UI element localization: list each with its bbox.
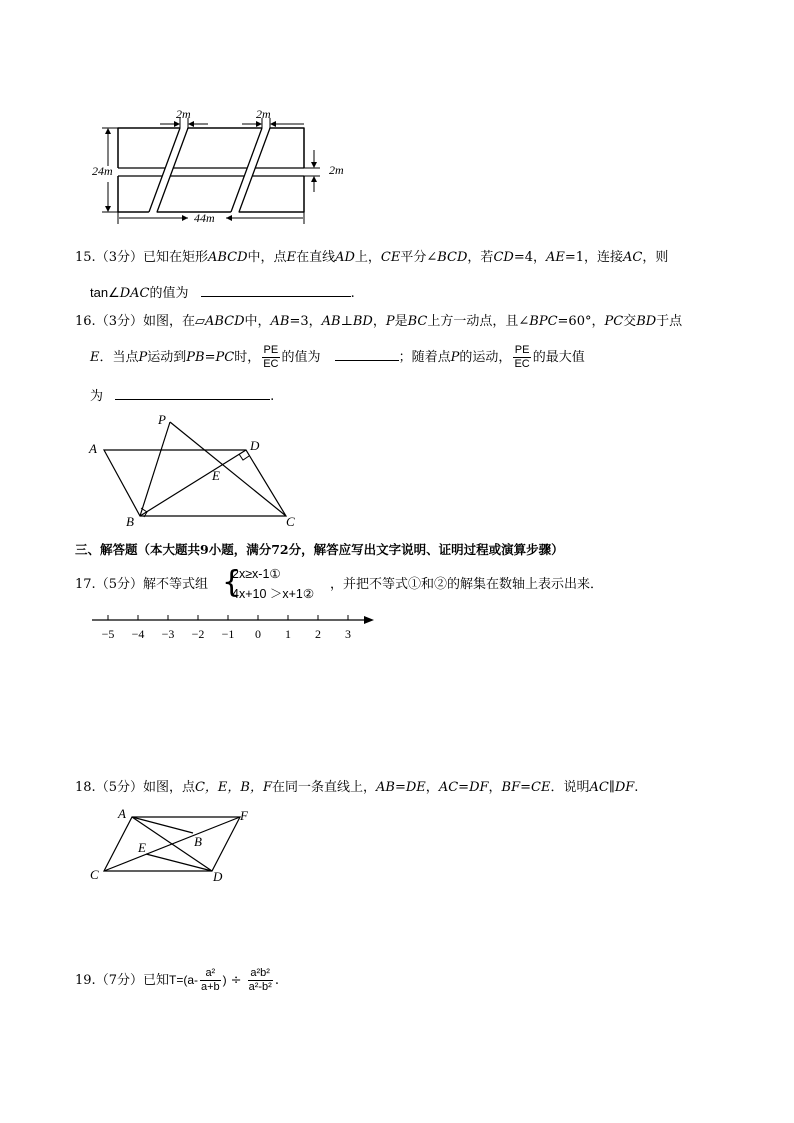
tick-label: −1 bbox=[221, 627, 235, 641]
point-C: C bbox=[286, 514, 295, 529]
tick-label: 0 bbox=[255, 627, 261, 641]
fraction-1: $\frac{\text{a²}}{a+b}$ bbox=[201, 967, 220, 993]
question-17-prefix: 17.（5分）解不等式组 bbox=[75, 577, 208, 592]
parallelogram-figure bbox=[86, 410, 306, 532]
answer-blank-16b[interactable] bbox=[115, 385, 270, 400]
label-road-width: 2m bbox=[329, 163, 344, 177]
tick-label: 3 bbox=[345, 627, 351, 641]
question-16-line2: E．当点P运动到PB=PC时， $\frac{PE}{EC}$ 的值为 ；随着点P的运动， $\frac{PE}{EC}$ 的最大值 bbox=[90, 344, 585, 370]
brace: { bbox=[222, 565, 242, 600]
tick-label: −5 bbox=[101, 627, 115, 641]
road-diagram bbox=[88, 106, 368, 230]
point-P: P bbox=[158, 412, 166, 427]
label-top-left: 2m bbox=[176, 107, 191, 121]
inequality-1: 2x≥x-1① bbox=[232, 567, 281, 581]
tick-label: −3 bbox=[161, 627, 175, 641]
point-E: E bbox=[212, 468, 220, 483]
tick-label: 2 bbox=[315, 627, 321, 641]
point-F: F bbox=[240, 808, 248, 823]
section-header: 三、解答题（本大题共9小题，满分72分，解答应写出文字说明、证明过程或演算步骤） bbox=[75, 542, 564, 557]
number-line bbox=[88, 610, 388, 646]
answer-blank-16a[interactable] bbox=[335, 346, 399, 361]
question-16-line3: 为 . bbox=[90, 385, 274, 406]
question-17-suffix: ，并把不等式①和②的解集在数轴上表示出来． bbox=[330, 577, 604, 592]
point-E: E bbox=[138, 840, 146, 855]
label-height: 24m bbox=[92, 164, 113, 178]
question-16: 16.（3分）如图，在▱ABCD中，AB=3，AB⊥BD，P是BC上方一动点，且∠BPC=60°，PC交BD于点 bbox=[75, 314, 683, 329]
question-15-line2: tan∠DAC的值为 . bbox=[90, 282, 355, 303]
question-18: 18.（5分）如图，点C，E，B，F在同一条直线上，AB=DE，AC=DF，BF=CE．说明AC∥DF. bbox=[75, 780, 639, 795]
tick-label: −4 bbox=[131, 627, 145, 641]
point-B: B bbox=[194, 834, 202, 849]
point-A: A bbox=[89, 441, 97, 456]
question-19: 19.（7分）已知T=(a- $\frac{\text{a²}}{a+b}$ ) ÷ $\frac{\text{a²b²}}{\text{a²-b²}}$ . bbox=[75, 967, 279, 993]
point-B: B bbox=[126, 514, 134, 529]
fraction-2: $\frac{\text{a²b²}}{\text{a²-b²}}$ bbox=[248, 967, 272, 993]
point-D: D bbox=[213, 869, 223, 884]
point-A: A bbox=[118, 806, 126, 821]
answer-blank-15[interactable] bbox=[201, 282, 351, 297]
point-C: C bbox=[90, 867, 99, 882]
tick-label: 1 bbox=[285, 627, 291, 641]
figure-18 bbox=[86, 804, 266, 886]
fraction-pe-ec-2: $\frac{PE}{EC}$ bbox=[514, 344, 530, 370]
inequality-2: 4x+10 ＞x+1② bbox=[232, 587, 315, 601]
label-bottom-width: 44m bbox=[194, 211, 215, 225]
tick-label: −2 bbox=[191, 627, 205, 641]
point-D: D bbox=[250, 438, 260, 453]
question-15: 15.（3分）已知在矩形ABCD中，点E在直线AD上，CE平分∠BCD，若CD=4，AE=1，连接AC，则 bbox=[75, 250, 669, 265]
fraction-pe-ec: $\frac{PE}{EC}$ bbox=[263, 344, 279, 370]
label-top-right: 2m bbox=[256, 107, 271, 121]
